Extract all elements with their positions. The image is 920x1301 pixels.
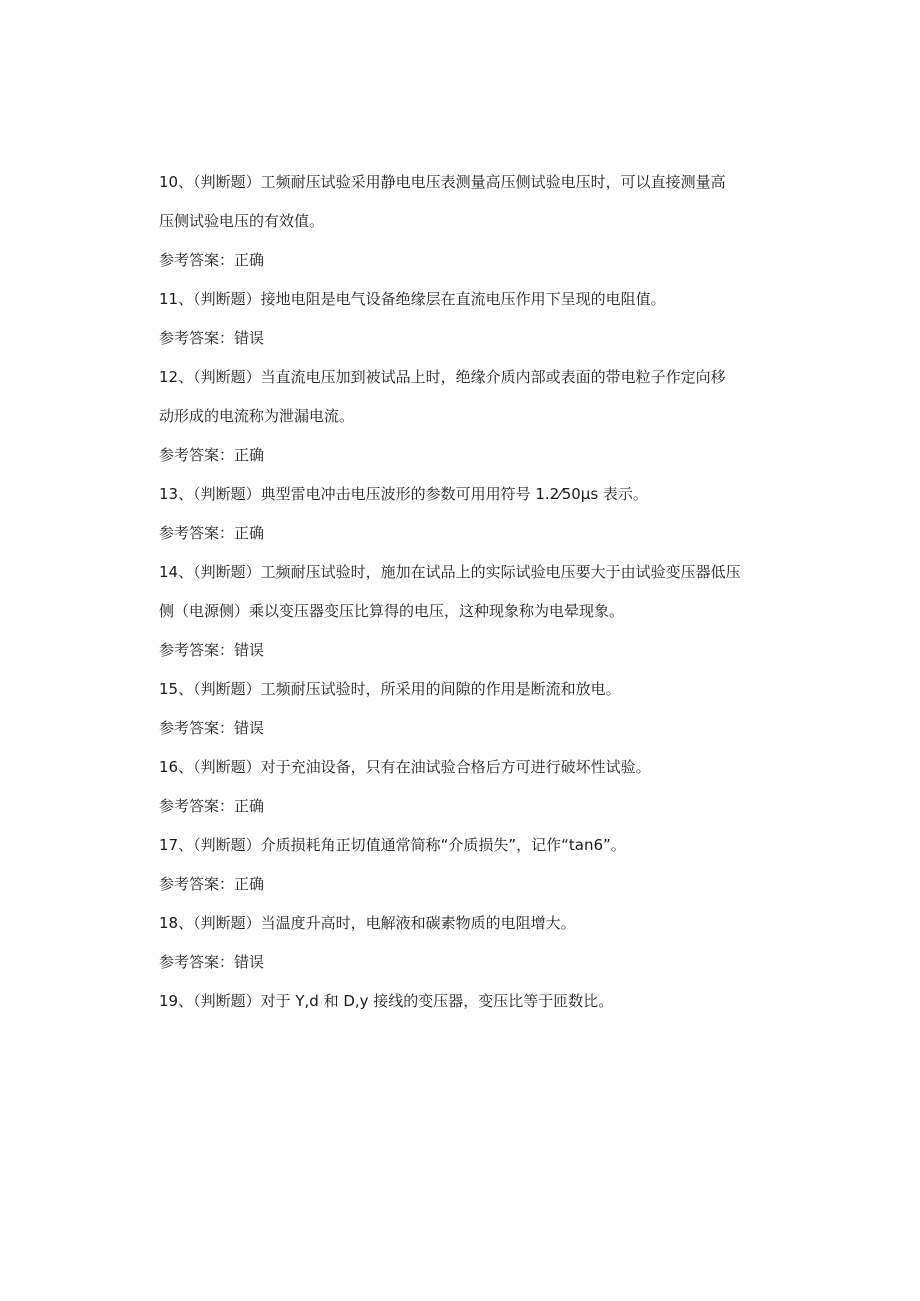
question-line: 动形成的电流称为泄漏电流。 [159, 407, 355, 425]
question-text [159, 832, 769, 858]
answer-text: 参考答案：正确 [159, 524, 265, 542]
question-line: 压侧试验电压的有效值。 [159, 212, 325, 230]
question-text [159, 481, 769, 507]
question-text [159, 286, 769, 312]
answer-text: 参考答案：正确 [159, 251, 265, 269]
question-line: 18、（判断题）当温度升高时，电解液和碳素物质的电阻增大。 [159, 914, 576, 932]
question-text [159, 364, 769, 429]
answer-text: 参考答案：错误 [159, 953, 265, 971]
question-item-11 [159, 286, 769, 312]
question-item-17 [159, 832, 769, 858]
answer-text: 参考答案：错误 [159, 719, 265, 737]
answer-text: 参考答案：正确 [159, 446, 265, 464]
question-text [159, 559, 769, 624]
question-line: 10、（判断题）工频耐压试验采用静电电压表测量高压侧试验电压时，可以直接测量高 [159, 173, 726, 191]
question-line: 13、（判断题）典型雷电冲击电压波形的参数可用用符号 1.2⁄50μs 表示。 [159, 485, 648, 503]
question-line: 16、（判断题）对于充油设备，只有在油试验合格后方可进行破坏性试验。 [159, 758, 651, 776]
question-item-10 [159, 169, 769, 234]
question-item-13 [159, 481, 769, 507]
question-item-18 [159, 910, 769, 936]
answer-text: 参考答案：错误 [159, 329, 265, 347]
question-text [159, 169, 769, 234]
question-line: 12、（判断题）当直流电压加到被试品上时，绝缘介质内部或表面的带电粒子作定向移 [159, 368, 726, 386]
question-line: 侧（电源侧）乘以变压器变压比算得的电压，这种现象称为电晕现象。 [159, 602, 625, 620]
question-text [159, 754, 769, 780]
question-text [159, 676, 769, 702]
question-line: 15、（判断题）工频耐压试验时，所采用的间隙的作用是断流和放电。 [159, 680, 621, 698]
answer-text: 参考答案：错误 [159, 641, 265, 659]
answer-text: 参考答案：正确 [159, 875, 265, 893]
question-item-19 [159, 988, 769, 1014]
question-line: 17、（判断题）介质损耗角正切值通常简称“介质损失”，记作“tan6”。 [159, 836, 626, 854]
question-line: 19、（判断题）对于 Y,d 和 D,y 接线的变压器，变压比等于匝数比。 [159, 992, 614, 1010]
question-item-14 [159, 559, 769, 624]
answer-text: 参考答案：正确 [159, 797, 265, 815]
question-text [159, 988, 769, 1014]
question-text [159, 910, 769, 936]
question-line: 14、（判断题）工频耐压试验时，施加在试品上的实际试验电压要大于由试验变压器低压 [159, 563, 741, 581]
question-item-12 [159, 364, 769, 429]
question-list [159, 169, 769, 1027]
question-item-15 [159, 676, 769, 702]
question-item-16 [159, 754, 769, 780]
question-line: 11、（判断题）接地电阻是电气设备绝缘层在直流电压作用下呈现的电阻值。 [159, 290, 666, 308]
